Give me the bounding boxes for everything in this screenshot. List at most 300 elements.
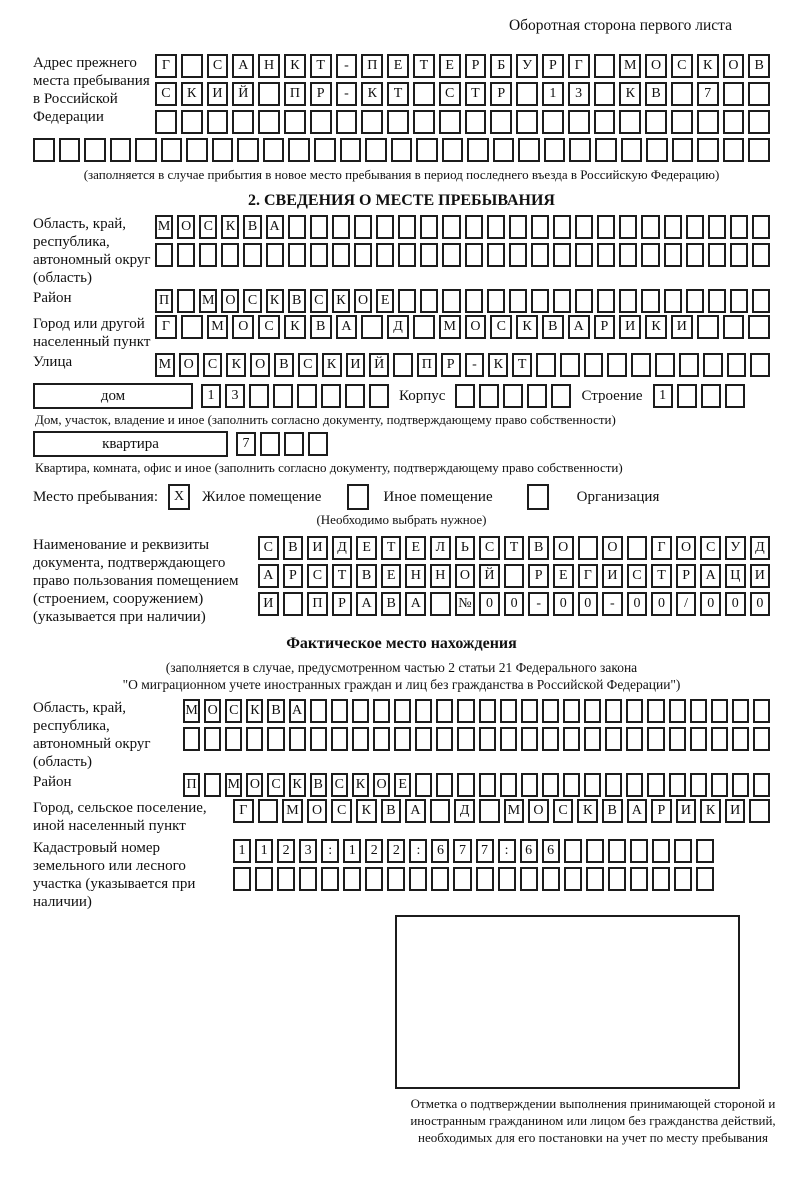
char-cell[interactable] [690, 727, 707, 751]
char-cell[interactable] [212, 138, 234, 162]
char-cell[interactable]: О [204, 699, 221, 723]
char-cell[interactable] [563, 699, 580, 723]
char-cell[interactable] [387, 110, 409, 134]
char-cell[interactable]: 0 [627, 592, 648, 616]
char-cell[interactable] [314, 138, 336, 162]
char-cell[interactable]: 1 [343, 839, 361, 863]
char-cell[interactable] [553, 289, 571, 313]
char-cell[interactable]: 6 [431, 839, 449, 863]
char-cell[interactable]: 1 [201, 384, 221, 408]
char-cell[interactable] [284, 110, 306, 134]
char-cell[interactable] [619, 215, 637, 239]
char-cell[interactable]: М [504, 799, 525, 823]
char-cell[interactable]: А [568, 315, 590, 339]
char-cell[interactable] [732, 773, 749, 797]
char-cell[interactable] [568, 110, 590, 134]
char-cell[interactable] [531, 289, 549, 313]
char-cell[interactable] [331, 699, 348, 723]
char-cell[interactable]: А [336, 315, 358, 339]
char-cell[interactable] [686, 289, 704, 313]
char-cell[interactable] [605, 727, 622, 751]
char-cell[interactable] [619, 243, 637, 267]
char-cell[interactable] [394, 727, 411, 751]
char-cell[interactable]: В [528, 536, 549, 560]
char-cell[interactable] [439, 110, 461, 134]
char-cell[interactable] [584, 773, 601, 797]
char-cell[interactable]: О [307, 799, 328, 823]
char-cell[interactable] [442, 289, 460, 313]
char-cell[interactable]: К [700, 799, 721, 823]
char-cell[interactable] [258, 799, 279, 823]
char-cell[interactable] [332, 215, 350, 239]
char-cell[interactable] [752, 243, 770, 267]
char-cell[interactable] [465, 110, 487, 134]
char-cell[interactable] [575, 215, 593, 239]
char-cell[interactable] [500, 727, 517, 751]
char-cell[interactable]: Р [332, 592, 353, 616]
checkbox-other-premises[interactable] [347, 484, 369, 510]
char-cell[interactable] [509, 243, 527, 267]
char-cell[interactable]: С [199, 215, 217, 239]
char-cell[interactable] [630, 867, 648, 891]
char-cell[interactable] [708, 215, 726, 239]
char-cell[interactable] [33, 138, 55, 162]
char-cell[interactable] [284, 432, 304, 456]
char-cell[interactable] [186, 138, 208, 162]
char-cell[interactable]: 3 [225, 384, 245, 408]
char-cell[interactable] [442, 243, 460, 267]
char-cell[interactable] [365, 138, 387, 162]
char-cell[interactable] [310, 727, 327, 751]
char-cell[interactable] [553, 215, 571, 239]
char-cell[interactable]: И [207, 82, 229, 106]
char-cell[interactable] [521, 699, 538, 723]
char-cell[interactable] [619, 110, 641, 134]
char-cell[interactable]: М [183, 699, 200, 723]
char-cell[interactable]: Р [676, 564, 697, 588]
char-cell[interactable] [420, 289, 438, 313]
char-cell[interactable]: Й [369, 353, 389, 377]
char-cell[interactable]: Т [387, 82, 409, 106]
char-cell[interactable] [181, 110, 203, 134]
char-cell[interactable]: - [465, 353, 485, 377]
char-cell[interactable] [487, 215, 505, 239]
char-cell[interactable]: К [645, 315, 667, 339]
char-cell[interactable] [686, 243, 704, 267]
char-cell[interactable] [674, 839, 692, 863]
char-cell[interactable] [413, 110, 435, 134]
char-cell[interactable]: Г [651, 536, 672, 560]
char-cell[interactable] [569, 138, 591, 162]
char-cell[interactable] [376, 215, 394, 239]
char-cell[interactable] [584, 699, 601, 723]
char-cell[interactable]: К [181, 82, 203, 106]
char-cell[interactable]: К [352, 773, 369, 797]
char-cell[interactable] [647, 727, 664, 751]
char-cell[interactable] [398, 215, 416, 239]
char-cell[interactable]: О [723, 54, 745, 78]
char-cell[interactable]: О [645, 54, 667, 78]
char-cell[interactable] [365, 867, 383, 891]
char-cell[interactable] [584, 727, 601, 751]
checkbox-organization[interactable] [527, 484, 549, 510]
char-cell[interactable] [708, 289, 726, 313]
char-cell[interactable] [531, 215, 549, 239]
char-cell[interactable] [626, 727, 643, 751]
char-cell[interactable] [277, 867, 295, 891]
char-cell[interactable] [597, 289, 615, 313]
char-cell[interactable] [605, 699, 622, 723]
char-cell[interactable] [753, 773, 770, 797]
char-cell[interactable] [697, 315, 719, 339]
char-cell[interactable] [453, 867, 471, 891]
char-cell[interactable] [608, 839, 626, 863]
char-cell[interactable] [516, 110, 538, 134]
char-cell[interactable] [723, 110, 745, 134]
char-cell[interactable] [430, 592, 451, 616]
char-cell[interactable] [455, 384, 475, 408]
char-cell[interactable] [560, 353, 580, 377]
char-cell[interactable]: С [298, 353, 318, 377]
char-cell[interactable] [361, 110, 383, 134]
char-cell[interactable]: С [490, 315, 512, 339]
char-cell[interactable]: Т [465, 82, 487, 106]
char-cell[interactable] [520, 867, 538, 891]
char-cell[interactable]: Д [387, 315, 409, 339]
char-cell[interactable] [575, 243, 593, 267]
char-cell[interactable] [373, 727, 390, 751]
char-cell[interactable]: М [439, 315, 461, 339]
char-cell[interactable]: Т [512, 353, 532, 377]
char-cell[interactable] [416, 138, 438, 162]
char-cell[interactable] [398, 243, 416, 267]
char-cell[interactable] [608, 867, 626, 891]
char-cell[interactable] [748, 138, 770, 162]
char-cell[interactable]: Г [155, 54, 177, 78]
char-cell[interactable]: П [307, 592, 328, 616]
char-cell[interactable] [563, 773, 580, 797]
char-cell[interactable]: И [602, 564, 623, 588]
char-cell[interactable] [177, 289, 195, 313]
char-cell[interactable] [605, 773, 622, 797]
char-cell[interactable] [725, 384, 745, 408]
char-cell[interactable]: 3 [568, 82, 590, 106]
char-cell[interactable]: 0 [725, 592, 746, 616]
char-cell[interactable]: О [602, 536, 623, 560]
char-cell[interactable] [696, 867, 714, 891]
char-cell[interactable] [578, 536, 599, 560]
char-cell[interactable] [233, 867, 251, 891]
char-cell[interactable] [696, 839, 714, 863]
char-cell[interactable]: Е [394, 773, 411, 797]
char-cell[interactable] [575, 289, 593, 313]
char-cell[interactable]: : [498, 839, 516, 863]
char-cell[interactable] [336, 110, 358, 134]
char-cell[interactable] [655, 353, 675, 377]
char-cell[interactable] [221, 243, 239, 267]
char-cell[interactable] [84, 138, 106, 162]
char-cell[interactable]: - [336, 82, 358, 106]
char-cell[interactable] [690, 773, 707, 797]
char-cell[interactable] [679, 353, 699, 377]
char-cell[interactable] [564, 867, 582, 891]
char-cell[interactable]: В [356, 564, 377, 588]
char-cell[interactable] [237, 138, 259, 162]
char-cell[interactable]: 0 [651, 592, 672, 616]
char-cell[interactable] [283, 592, 304, 616]
char-cell[interactable]: С [671, 54, 693, 78]
char-cell[interactable]: И [676, 799, 697, 823]
char-cell[interactable]: 0 [553, 592, 574, 616]
char-cell[interactable]: О [250, 353, 270, 377]
char-cell[interactable] [321, 384, 341, 408]
char-cell[interactable] [750, 353, 770, 377]
char-cell[interactable] [181, 315, 203, 339]
char-cell[interactable] [398, 289, 416, 313]
char-cell[interactable]: Р [651, 799, 672, 823]
char-cell[interactable]: С [258, 536, 279, 560]
char-cell[interactable] [631, 353, 651, 377]
char-cell[interactable] [748, 110, 770, 134]
char-cell[interactable] [332, 243, 350, 267]
char-cell[interactable] [711, 727, 728, 751]
char-cell[interactable] [135, 138, 157, 162]
char-cell[interactable] [723, 315, 745, 339]
char-cell[interactable] [748, 315, 770, 339]
char-cell[interactable]: / [676, 592, 697, 616]
char-cell[interactable] [110, 138, 132, 162]
char-cell[interactable]: М [199, 289, 217, 313]
char-cell[interactable]: В [274, 353, 294, 377]
char-cell[interactable] [664, 215, 682, 239]
char-cell[interactable]: П [361, 54, 383, 78]
char-cell[interactable]: 0 [479, 592, 500, 616]
char-cell[interactable]: М [282, 799, 303, 823]
char-cell[interactable]: 1 [653, 384, 673, 408]
char-cell[interactable] [669, 727, 686, 751]
char-cell[interactable] [723, 138, 745, 162]
char-cell[interactable] [490, 110, 512, 134]
char-cell[interactable]: И [307, 536, 328, 560]
char-cell[interactable]: 2 [277, 839, 295, 863]
char-cell[interactable] [664, 243, 682, 267]
char-cell[interactable]: 1 [255, 839, 273, 863]
char-cell[interactable]: Д [750, 536, 771, 560]
char-cell[interactable] [730, 289, 748, 313]
char-cell[interactable] [436, 699, 453, 723]
char-cell[interactable] [645, 110, 667, 134]
char-cell[interactable]: К [226, 353, 246, 377]
char-cell[interactable] [652, 867, 670, 891]
char-cell[interactable]: Б [490, 54, 512, 78]
char-cell[interactable]: С [310, 289, 328, 313]
char-cell[interactable] [255, 867, 273, 891]
char-cell[interactable] [442, 215, 460, 239]
char-cell[interactable] [498, 867, 516, 891]
char-cell[interactable] [542, 773, 559, 797]
char-cell[interactable]: О [676, 536, 697, 560]
char-cell[interactable] [671, 110, 693, 134]
char-cell[interactable] [597, 243, 615, 267]
char-cell[interactable]: С [331, 799, 352, 823]
char-cell[interactable] [753, 727, 770, 751]
char-cell[interactable] [732, 727, 749, 751]
char-cell[interactable] [686, 215, 704, 239]
char-cell[interactable]: Л [430, 536, 451, 560]
char-cell[interactable] [544, 138, 566, 162]
char-cell[interactable] [732, 699, 749, 723]
char-cell[interactable]: Р [528, 564, 549, 588]
char-cell[interactable] [289, 727, 306, 751]
char-cell[interactable]: Р [465, 54, 487, 78]
char-cell[interactable] [504, 564, 525, 588]
char-cell[interactable] [177, 243, 195, 267]
char-cell[interactable] [711, 699, 728, 723]
char-cell[interactable]: Т [310, 54, 332, 78]
char-cell[interactable] [646, 138, 668, 162]
char-cell[interactable]: В [542, 315, 564, 339]
char-cell[interactable] [415, 699, 432, 723]
char-cell[interactable] [748, 82, 770, 106]
char-cell[interactable] [243, 243, 261, 267]
char-cell[interactable] [413, 315, 435, 339]
char-cell[interactable] [479, 799, 500, 823]
char-cell[interactable]: О [373, 773, 390, 797]
char-cell[interactable] [509, 215, 527, 239]
char-cell[interactable] [225, 727, 242, 751]
char-cell[interactable]: С [267, 773, 284, 797]
char-cell[interactable] [343, 867, 361, 891]
char-cell[interactable] [630, 839, 648, 863]
char-cell[interactable]: : [321, 839, 339, 863]
char-cell[interactable] [626, 773, 643, 797]
char-cell[interactable]: - [602, 592, 623, 616]
char-cell[interactable]: А [700, 564, 721, 588]
char-cell[interactable] [564, 839, 582, 863]
char-cell[interactable]: И [671, 315, 693, 339]
char-cell[interactable] [204, 727, 221, 751]
char-cell[interactable]: К [266, 289, 284, 313]
char-cell[interactable] [431, 867, 449, 891]
char-cell[interactable] [671, 82, 693, 106]
char-cell[interactable]: П [417, 353, 437, 377]
char-cell[interactable] [479, 384, 499, 408]
char-cell[interactable]: К [246, 699, 263, 723]
char-cell[interactable]: Е [381, 564, 402, 588]
char-cell[interactable] [708, 243, 726, 267]
char-cell[interactable] [730, 243, 748, 267]
char-cell[interactable] [652, 839, 670, 863]
char-cell[interactable] [487, 243, 505, 267]
checkbox-living-quarters[interactable]: X [168, 484, 190, 510]
char-cell[interactable] [457, 773, 474, 797]
char-cell[interactable] [479, 773, 496, 797]
char-cell[interactable]: Г [233, 799, 254, 823]
char-cell[interactable]: Д [332, 536, 353, 560]
char-cell[interactable]: С [307, 564, 328, 588]
char-cell[interactable] [627, 536, 648, 560]
char-cell[interactable] [697, 138, 719, 162]
char-cell[interactable]: П [183, 773, 200, 797]
char-cell[interactable] [647, 699, 664, 723]
char-cell[interactable]: И [750, 564, 771, 588]
char-cell[interactable] [500, 699, 517, 723]
char-cell[interactable]: Т [651, 564, 672, 588]
char-cell[interactable]: К [284, 54, 306, 78]
char-cell[interactable]: К [577, 799, 598, 823]
char-cell[interactable]: Т [332, 564, 353, 588]
char-cell[interactable] [594, 110, 616, 134]
char-cell[interactable]: 2 [387, 839, 405, 863]
char-cell[interactable] [430, 799, 451, 823]
char-cell[interactable] [749, 799, 770, 823]
char-cell[interactable] [413, 82, 435, 106]
char-cell[interactable] [263, 138, 285, 162]
char-cell[interactable] [669, 773, 686, 797]
char-cell[interactable]: О [455, 564, 476, 588]
char-cell[interactable] [697, 110, 719, 134]
char-cell[interactable]: В [381, 592, 402, 616]
char-cell[interactable] [542, 110, 564, 134]
char-cell[interactable] [626, 699, 643, 723]
char-cell[interactable] [308, 432, 328, 456]
char-cell[interactable] [310, 110, 332, 134]
char-cell[interactable] [594, 82, 616, 106]
char-cell[interactable] [500, 773, 517, 797]
char-cell[interactable]: К [289, 773, 306, 797]
char-cell[interactable] [516, 82, 538, 106]
char-cell[interactable]: Р [441, 353, 461, 377]
char-cell[interactable] [584, 353, 604, 377]
char-cell[interactable] [297, 384, 317, 408]
char-cell[interactable]: С [553, 799, 574, 823]
char-cell[interactable] [563, 727, 580, 751]
char-cell[interactable]: В [267, 699, 284, 723]
char-cell[interactable] [503, 384, 523, 408]
char-cell[interactable] [711, 773, 728, 797]
char-cell[interactable]: Е [439, 54, 461, 78]
char-cell[interactable]: Р [490, 82, 512, 106]
char-cell[interactable] [409, 867, 427, 891]
char-cell[interactable]: Р [283, 564, 304, 588]
char-cell[interactable]: К [619, 82, 641, 106]
char-cell[interactable]: К [356, 799, 377, 823]
char-cell[interactable] [476, 867, 494, 891]
char-cell[interactable]: 7 [236, 432, 256, 456]
char-cell[interactable]: Н [430, 564, 451, 588]
char-cell[interactable] [310, 243, 328, 267]
char-cell[interactable] [730, 215, 748, 239]
char-cell[interactable] [457, 699, 474, 723]
char-cell[interactable] [586, 867, 604, 891]
char-cell[interactable]: В [310, 773, 327, 797]
char-cell[interactable]: А [627, 799, 648, 823]
char-cell[interactable] [442, 138, 464, 162]
char-cell[interactable]: А [405, 592, 426, 616]
char-cell[interactable]: Т [504, 536, 525, 560]
char-cell[interactable]: В [243, 215, 261, 239]
char-cell[interactable]: 1 [542, 82, 564, 106]
char-cell[interactable] [258, 110, 280, 134]
char-cell[interactable] [420, 215, 438, 239]
char-cell[interactable]: Е [405, 536, 426, 560]
char-cell[interactable] [415, 727, 432, 751]
char-cell[interactable]: 0 [750, 592, 771, 616]
char-cell[interactable]: В [310, 315, 332, 339]
char-cell[interactable]: О [232, 315, 254, 339]
char-cell[interactable] [542, 867, 560, 891]
char-cell[interactable]: Г [578, 564, 599, 588]
